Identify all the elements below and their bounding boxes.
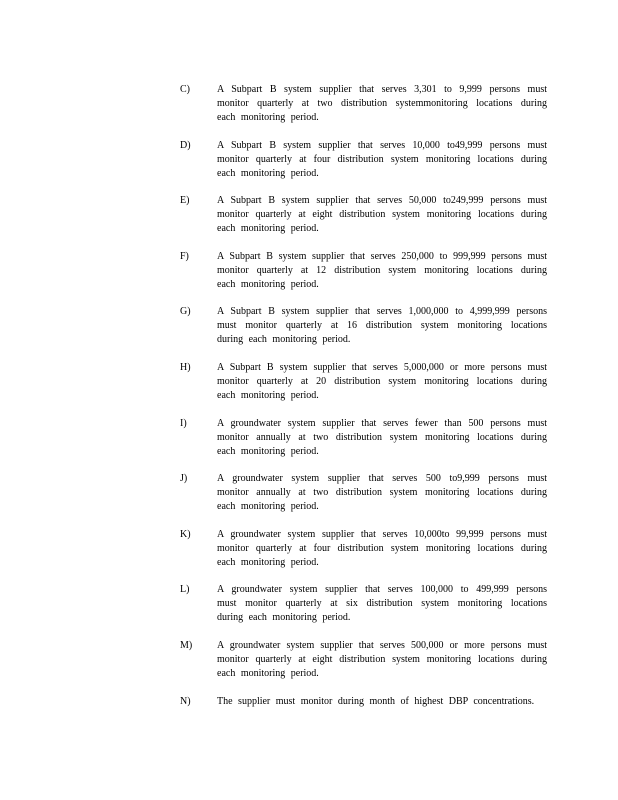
item-text: A groundwater system supplier that serves fewer than 500 persons must monitor annually at two distribution system monitoring locations during each monitoring period. [217, 418, 547, 457]
item-text: A groundwater system supplier that serves 500,000 or more persons must monitor quarterly at eight distribution system monitoring locations during each monitoring period. [217, 640, 547, 679]
item-text: A groundwater system supplier that serves 500 to9,999 persons must monitor annually at two distribution system monitoring locations during each monitoring period. [217, 473, 547, 512]
item-letter: I) [180, 418, 187, 429]
item-text: A groundwater system supplier that serves 100,000 to 499,999 persons must monitor quarterly at six distribution system monitoring locations during each monitoring period. [217, 584, 547, 623]
item-text: A Subpart B system supplier that serves 50,000 to249,999 persons must monitor quarterly at eight distribution system monitoring locations during each monitoring period. [217, 195, 547, 234]
item-text: A Subpart B system supplier that serves 10,000 to49,999 persons must monitor quarterly at four distribution system monitoring locations during each monitoring period. [217, 140, 547, 179]
item-text: A Subpart B system supplier that serves 1,000,000 to 4,999,999 persons must monitor quarterly at 16 distribution system monitoring locations during each monitoring period. [217, 306, 547, 345]
item-text: The supplier must monitor during month of highest DBP concentrations. [217, 696, 535, 707]
item-letter: G) [180, 306, 191, 317]
item-letter: J) [180, 473, 188, 484]
item-text: A Subpart B system supplier that serves 250,000 to 999,999 persons must monitor quarterly at 12 distribution system monitoring locations during each monitoring period. [217, 251, 547, 290]
item-letter: L) [180, 584, 190, 595]
item-letter: E) [180, 195, 190, 206]
item-text: A groundwater system supplier that serves 10,000to 99,999 persons must monitor quarterly at four distribution system monitoring locations during each monitoring period. [217, 529, 547, 568]
item-text: A Subpart B system supplier that serves 3,301 to 9,999 persons must monitor quarterly at two distribution systemmonitoring locations during each monitoring period. [217, 84, 547, 123]
item-letter: F) [180, 251, 189, 262]
item-letter: H) [180, 362, 191, 373]
item-text: A Subpart B system supplier that serves 5,000,000 or more persons must monitor quarterly at 20 distribution system monitoring locations during each monitoring period. [217, 362, 547, 401]
item-letter: K) [180, 529, 191, 540]
item-letter: C) [180, 84, 190, 95]
item-letter: D) [180, 140, 191, 151]
item-letter: N) [180, 696, 191, 707]
item-letter: M) [180, 640, 193, 651]
